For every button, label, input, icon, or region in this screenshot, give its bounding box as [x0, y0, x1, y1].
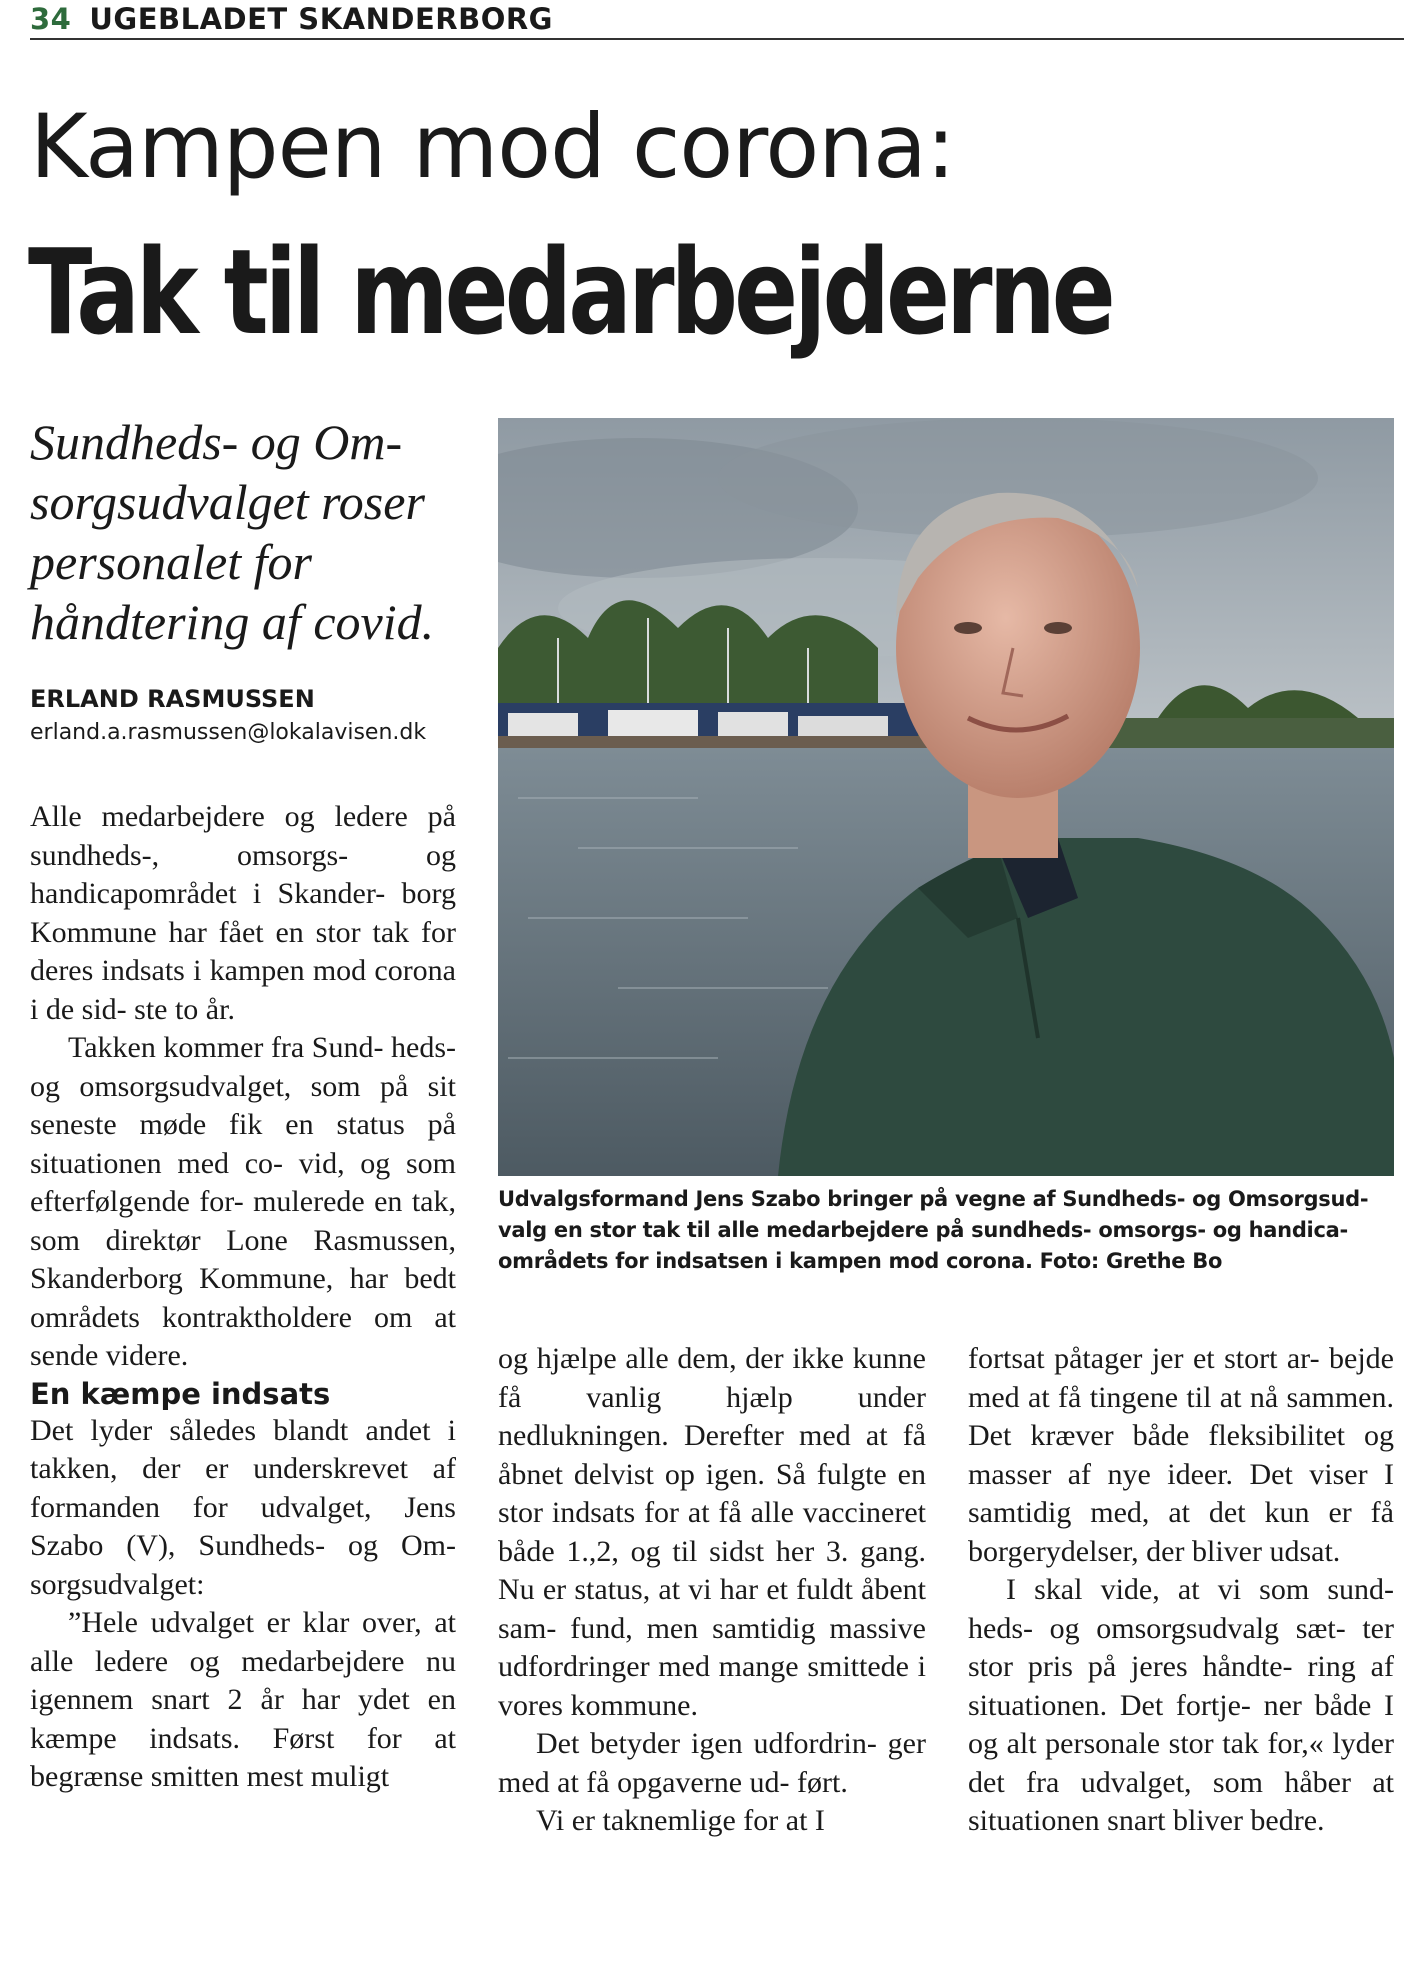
author-name: ERLAND RASMUSSEN	[30, 685, 315, 713]
article-photo	[498, 418, 1394, 1176]
paragraph: I skal vide, at vi som sund- heds- og omsorgsudvalg sæt- ter stor pris på jeres håndte- ring af situationen. Det fortje- ner både I og alt personale stor tak for,« lyder det fra udvalget, som håber at situationen snart bliver bedre.	[968, 1573, 1394, 1837]
paragraph: Det lyder således blandt andet i takken, der er underskrevet af formanden for udvalget, Jens Szabo (V), Sundheds- og Om- sorgsudvalget:	[30, 1413, 456, 1601]
article-column-2	[498, 1340, 926, 1841]
paragraph: Det betyder igen udfordrin- ger med at få opgaverne ud- ført.	[498, 1727, 926, 1799]
subheading: En kæmpe indsats	[30, 1376, 331, 1411]
byline	[30, 682, 470, 750]
article-column-1	[30, 798, 456, 1797]
article-headline: Tak til medarbejderne	[28, 223, 1112, 361]
paragraph: Takken kommer fra Sund- heds- og omsorgsudvalget, som på sit seneste møde fik en status på situationen med co- vid, og som efterfølgende for- mulerede en tak, som direktør Lone Rasmussen, Skanderborg Kommune, har bedt områdets kontraktholdere om at sende videre.	[30, 1031, 456, 1372]
paragraph: Vi er taknemlige for at I	[536, 1804, 825, 1837]
article-kicker: Kampen mod corona:	[30, 95, 955, 198]
paragraph: fortsat påtager jer et stort ar- bejde med at få tingene til at nå sammen. Det kræver både fleksibilitet og masser af nye ideer. Det viser I samtidig med, at det kun er få borgerydelser, der bliver udsat.	[968, 1342, 1394, 1568]
paragraph: og hjælpe alle dem, der ikke kunne få vanlig hjælp under nedlukningen. Derefter med at få åbnet delvist op igen. Så fulgte en stor indsats for at få alle vaccineret både 1.,2, og til sidst her 3. gang. Nu er status, at vi har et fuldt åbent sam- fund, men samtidig massive udfordringer med mange smittede i vores kommune.	[498, 1342, 926, 1722]
paragraph: Alle medarbejdere og ledere på sundheds-, omsorgs- og handicapområdet i Skander- borg Kommune har fået en stor tak for deres indsats i kampen mod corona i de sid- ste to år.	[30, 800, 456, 1026]
masthead	[30, 0, 1404, 40]
author-email[interactable]: erland.a.rasmussen@lokalavisen.dk	[30, 720, 427, 745]
article-lead: Sundheds- og Om- sorgsudvalget roser personalet for håndtering af covid.	[30, 414, 435, 650]
article-column-3	[968, 1340, 1394, 1841]
paragraph: ”Hele udvalget er klar over, at alle ledere og medarbejdere nu igennem snart 2 år har ydet en kæmpe indsats. Først for at begrænse smitten mest muligt	[30, 1606, 456, 1793]
publication-name: UGEBLADET SKANDERBORG	[89, 2, 553, 36]
page-number: 34	[30, 2, 72, 36]
photo-illustration	[498, 418, 1394, 1176]
photo-caption: Udvalgsformand Jens Szabo bringer på vegne af Sundheds- og Omsorgsud- valg en stor tak til alle medarbejdere på sundheds- omsorgs- og handica- områdets for indsatsen i kampen mod corona. Foto: Grethe Bo	[498, 1187, 1369, 1273]
